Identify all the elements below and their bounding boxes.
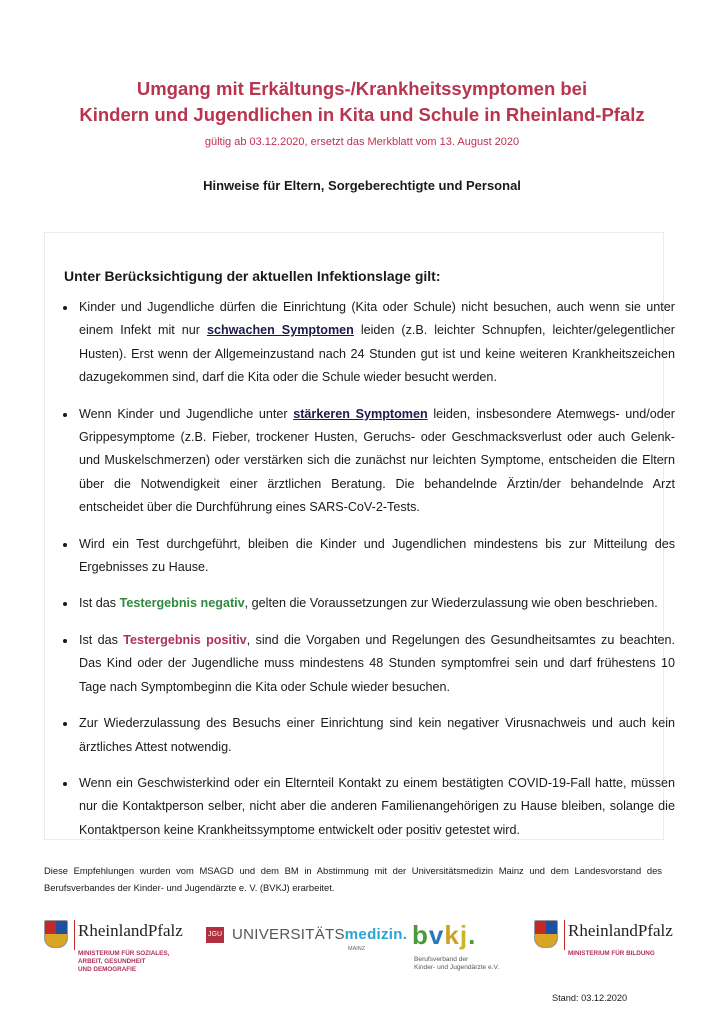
- stand-date: Stand: 03.12.2020: [552, 993, 628, 1003]
- wordmark-letter: v: [428, 920, 445, 950]
- logo-subtitle-line: Kinder- und Jugendärzte e.V.: [414, 964, 500, 971]
- state-crest-icon: [534, 920, 558, 948]
- audience-heading: Hinweise für Eltern, Sorgeberechtigte und Personal: [203, 178, 521, 193]
- logo-name: [232, 926, 407, 943]
- guideline-list: [60, 296, 675, 855]
- wordmark-letter: j: [459, 920, 469, 950]
- emphasis-test-negative: Testergebnis negativ: [119, 596, 245, 611]
- logo-name: RheinlandPfalz: [568, 921, 673, 940]
- universitaetsmedizin-logo: [206, 924, 408, 964]
- state-crest-icon: [44, 920, 68, 948]
- logo-name-part: UNIVERSITÄTS: [232, 926, 345, 943]
- logo-name-part: medizin.: [344, 926, 408, 943]
- list-item: [77, 772, 675, 842]
- list-item: [77, 592, 675, 615]
- item-text: leiden (z.B. leichter Schnupfen, leichter/gelegentlicher Husten). Erst wenn der Allgemeinzustand nach 24 Stunden gut ist und keine weiteren Krankheitszeichen dazugekommen sind, darf die Kita oder die Schule wieder besucht werden.: [79, 323, 675, 385]
- rlp-ministry-education-logo: [534, 920, 684, 970]
- wordmark-letter: .: [468, 920, 477, 950]
- title-line-2: Kindern und Jugendlichen in Kita und Schule in Rheinland-Pfalz: [79, 104, 645, 125]
- bvkj-logo: [412, 920, 522, 980]
- emphasis-strong-symptoms: stärkeren Symptomen: [293, 406, 428, 421]
- title-line-1: Umgang mit Erkältungs-/Krankheitssymptomen bei: [136, 78, 588, 99]
- logo-subtitle-line: UND DEMOGRAFIE: [78, 966, 137, 973]
- list-item: [77, 533, 675, 580]
- wordmark-letter: k: [444, 920, 460, 950]
- rlp-ministry-social-logo: [44, 920, 194, 980]
- logo-subtitle: [78, 950, 169, 974]
- list-item: [77, 712, 675, 759]
- logo-subtitle: [414, 956, 499, 972]
- item-text: , gelten die Voraussetzungen zur Wiederzulassung wie oben beschrieben.: [244, 596, 658, 611]
- item-text: Ist das: [79, 632, 124, 647]
- list-item: [77, 296, 675, 390]
- document-title: [0, 76, 724, 128]
- footnote: Diese Empfehlungen wurden vom MSAGD und dem BM in Abstimmung mit der Universitätsmedizin Mainz und dem Landesvorstand des Berufsverbandes der Kinder- und Jugendärzte e. V. (BVKJ) erarbeitet.: [44, 865, 662, 893]
- divider: [74, 920, 75, 950]
- logo-subtitle-line: MINISTERIUM FÜR BILDUNG: [568, 950, 655, 957]
- emphasis-weak-symptoms: schwachen Symptomen: [206, 323, 354, 338]
- logo-name: RheinlandPfalz: [78, 921, 183, 940]
- list-item: [77, 629, 675, 699]
- emphasis-test-positive: Testergebnis positiv: [123, 632, 247, 647]
- item-text: Kinder und Jugendliche dürfen die Einrichtung (Kita oder Schule) nicht besuchen, auch wenn sie unter einem Infekt mit nur: [79, 300, 675, 338]
- jgu-badge-icon: JGU: [206, 927, 224, 943]
- logo-subtitle: [568, 950, 655, 958]
- logo-subtitle-line: MINISTERIUM FÜR SOZIALES,: [78, 950, 170, 957]
- divider: [564, 920, 565, 950]
- wordmark-letter: b: [412, 920, 429, 950]
- bvkj-wordmark: [412, 920, 476, 951]
- item-text: Ist das: [79, 596, 120, 611]
- item-text: leiden, insbesondere Atemwegs- und/oder Grippesymptome (z.B. Fieber, trockener Husten, Geruchs- oder Geschmacksverlust oder auch Gelenk- und Muskelschmerzen) oder verstärken sich die zunächst nur leichten Symptome, entscheiden die Eltern über die Notwendigkeit einer ärztlichen Beratung. Die behandelnde Ärztin/der behandelnde Arzt entscheidet über die Durchführung eines SARS-CoV-2-Tests.: [79, 406, 675, 515]
- intro-heading: Unter Berücksichtigung der aktuellen Infektionslage gilt:: [64, 268, 441, 284]
- logo-subtitle-line: Berufsverband der: [414, 956, 469, 963]
- validity-note: gültig ab 03.12.2020, ersetzt das Merkblatt vom 13. August 2020: [204, 136, 520, 148]
- item-text: Wenn ein Geschwisterkind oder ein Elternteil Kontakt zu einem bestätigten COVID-19-Fall hatte, müssen nur die Kontaktperson selber, nicht aber die anderen Familienangehörigen zu Hause bleiben, solange die Kontaktperson keine Krankheitssymptome entwickelt oder positiv getestet wird.: [79, 775, 675, 837]
- logo-city: MAINZ: [348, 946, 366, 952]
- list-item: [77, 403, 675, 520]
- item-text: , sind die Vorgaben und Regelungen des Gesundheitsamtes zu beachten. Das Kind oder der Jugendliche muss mindestens 48 Stunden symptomfrei sein und darf frühestens 10 Tage nach Symptombeginn die Kita oder Schule wieder besuchen.: [79, 632, 675, 694]
- logo-subtitle-line: ARBEIT, GESUNDHEIT: [78, 958, 146, 965]
- item-text: Zur Wiederzulassung des Besuchs einer Einrichtung sind kein negativer Virusnachweis und auch kein ärztliches Attest notwendig.: [79, 716, 675, 754]
- item-text: Wird ein Test durchgeführt, bleiben die Kinder und Jugendlichen mindestens bis zur Mitteilung des Ergebnisses zu Hause.: [79, 536, 675, 575]
- item-text: Wenn Kinder und Jugendliche unter: [79, 406, 294, 421]
